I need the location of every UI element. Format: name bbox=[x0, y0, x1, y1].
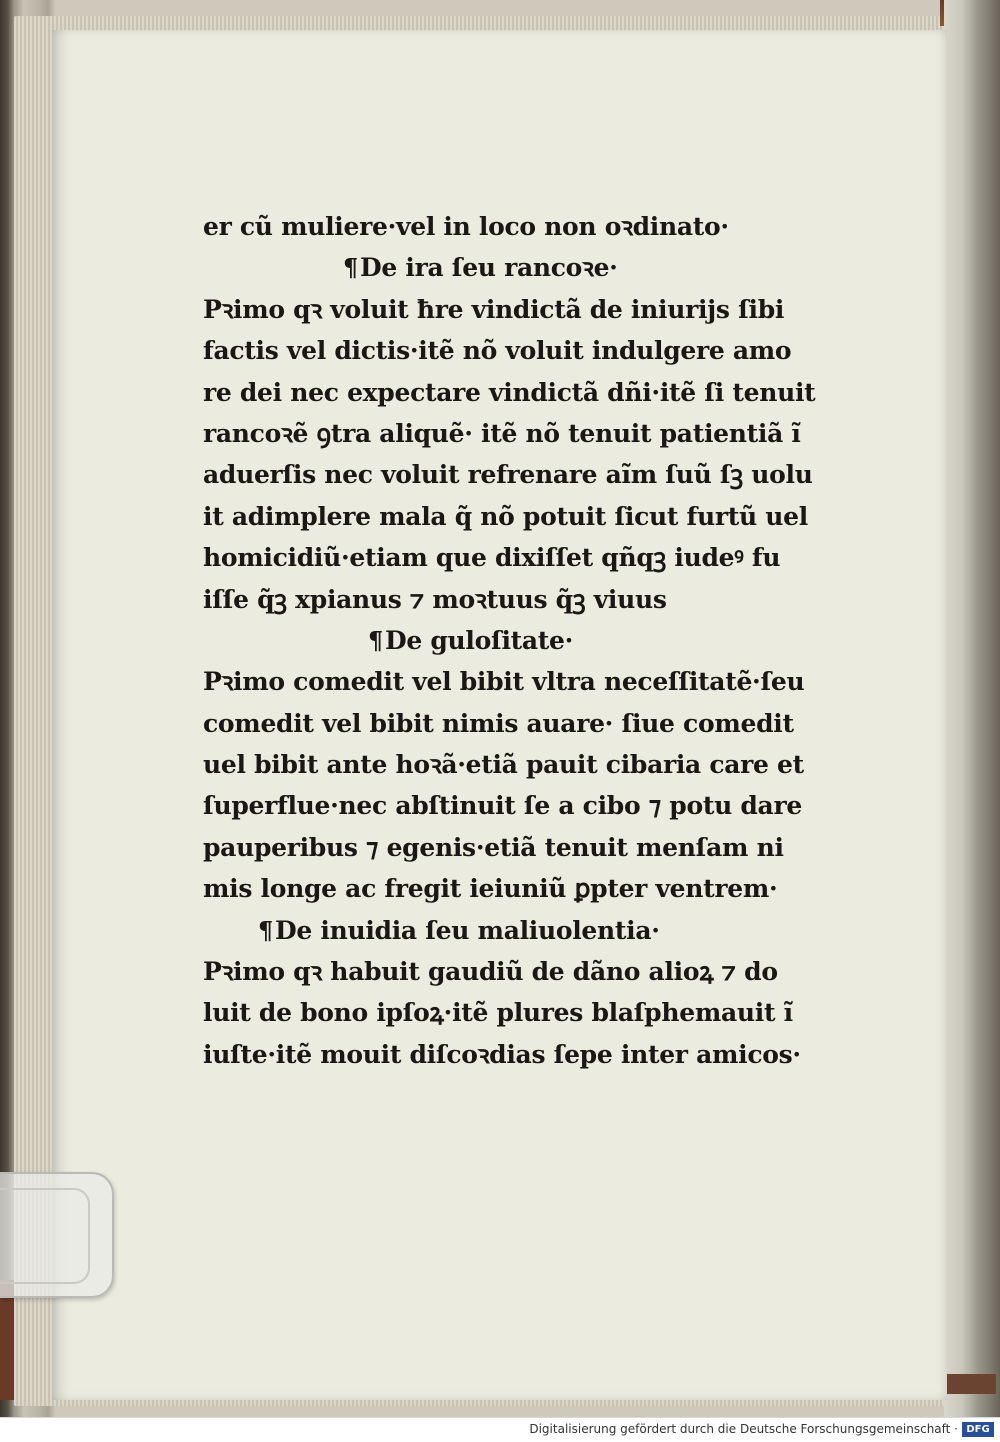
line-text: re dei nec expectare vindictã dñi·itẽ ſi tenuit bbox=[203, 377, 816, 407]
footer-bar bbox=[0, 1417, 1000, 1442]
text-line bbox=[203, 330, 843, 371]
section-heading bbox=[203, 910, 843, 951]
line-text: luit de bono ipſoꝝ·itẽ plures blaſphemauit ĩ bbox=[203, 998, 793, 1028]
text-line bbox=[203, 496, 843, 537]
pilcrow-icon: ¶ bbox=[368, 625, 383, 655]
line-text: Pꝛimo qꝛ habuit gaudiũ de dãno alioꝝ ⁊ do bbox=[203, 957, 778, 987]
text-line bbox=[203, 579, 843, 620]
text-line bbox=[203, 951, 843, 992]
text-line bbox=[203, 206, 843, 247]
text-line bbox=[203, 785, 843, 826]
text-line bbox=[203, 992, 843, 1033]
text-line bbox=[203, 372, 843, 413]
pilcrow-icon: ¶ bbox=[258, 915, 273, 945]
line-text: mis longe ac fregit ieiuniũ ꝑpter ventrem· bbox=[203, 874, 778, 904]
binding-left bbox=[0, 1280, 14, 1400]
line-text: ſuperflue·nec abſtinuit ſe a cibo ⁊ potu dare bbox=[203, 791, 802, 821]
line-text: Pꝛimo qꝛ voluit ħre vindictã de iniurijs ſibi bbox=[203, 294, 785, 324]
text-line bbox=[203, 289, 843, 330]
line-text: homicidiũ·etiam que dixiſſet qñqꝫ iudeꝰ fu bbox=[203, 543, 781, 573]
line-text: iuſte·itẽ mouit diſcoꝛdias ſepe inter amicos· bbox=[203, 1039, 801, 1069]
text-line bbox=[203, 661, 843, 702]
text-line bbox=[203, 1034, 843, 1075]
text-block bbox=[203, 206, 843, 1075]
line-text: De ira ſeu rancoꝛe· bbox=[359, 253, 618, 283]
text-line bbox=[203, 703, 843, 744]
line-text: uel bibit ante hoꝛã·etiã pauit cibaria care et bbox=[203, 750, 804, 780]
line-text: De inuidia ſeu maliuolentia· bbox=[274, 915, 660, 945]
section-heading bbox=[203, 620, 843, 661]
line-text: iſſe q̃ꝫ xpianus ⁊ moꝛtuus q̃ꝫ viuus bbox=[203, 584, 667, 614]
line-text: comedit vel bibit nimis auare· ſiue comedit bbox=[203, 708, 794, 738]
binding-bottom bbox=[944, 1374, 996, 1394]
line-text: rancoꝛẽ ꝯtra aliquẽ· itẽ nõ tenuit patientiã ĩ bbox=[203, 418, 801, 448]
line-text: it adimplere mala q̃ nõ potuit ſicut furtũ uel bbox=[203, 501, 808, 531]
line-text: factis vel dictis·itẽ nõ voluit indulgere amo bbox=[203, 336, 792, 366]
line-text: aduerſis nec voluit refrenare aĩm ſuũ ſꝫ uolu bbox=[203, 460, 813, 490]
line-text: er cũ muliere·vel in loco non oꝛdinato· bbox=[203, 212, 729, 241]
line-text: De guloſitate· bbox=[384, 625, 574, 655]
pilcrow-icon: ¶ bbox=[343, 253, 358, 283]
page-clip-inner bbox=[0, 1188, 90, 1284]
text-line bbox=[203, 413, 843, 454]
facing-page-edge bbox=[944, 0, 1000, 1418]
text-line bbox=[203, 827, 843, 868]
text-line bbox=[203, 537, 843, 578]
text-line bbox=[203, 454, 843, 495]
text-line bbox=[203, 744, 843, 785]
dfg-logo: DFG bbox=[962, 1422, 994, 1437]
page-clip bbox=[0, 1172, 114, 1298]
line-text: pauperibus ⁊ egenis·etiã tenuit menſam ni bbox=[203, 832, 784, 862]
footer-credit: Digitalisierung gefördert durch die Deutsche Forschungsgemeinschaft · bbox=[529, 1422, 958, 1436]
line-text: Pꝛimo comedit vel bibit vltra neceſſitatẽ·ſeu bbox=[203, 667, 805, 697]
section-heading bbox=[203, 247, 843, 288]
text-line bbox=[203, 868, 843, 909]
